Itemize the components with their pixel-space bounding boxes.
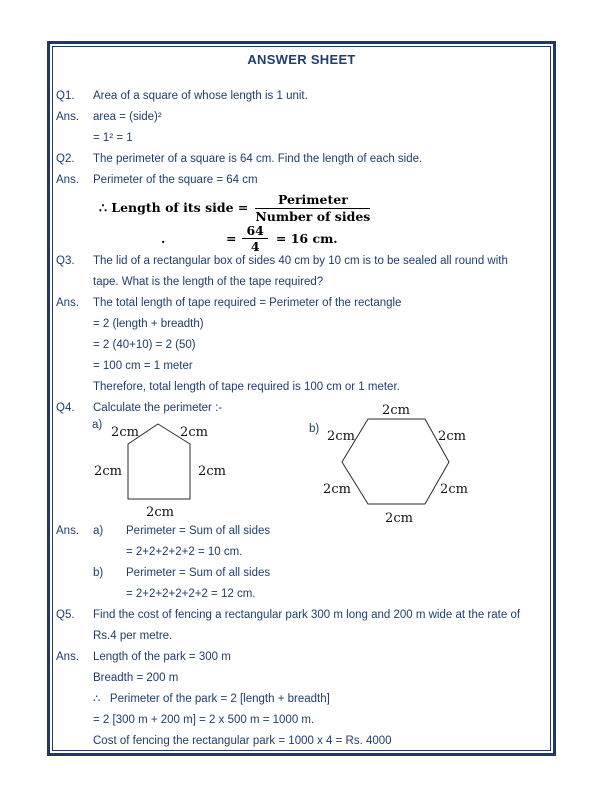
ans2-line: Perimeter of the square = 64 cm: [93, 174, 258, 186]
q3-row: [56, 251, 547, 293]
sheet-content: [56, 47, 547, 751]
ans2-row: [56, 170, 547, 254]
q5-question-line: Find the cost of fencing a rectangular park 300 m long and 200 m wide at the rate of: [93, 609, 521, 621]
q3-question-line: The lid of a rectangular box of sides 40 cm by 10 cm is to be sealed all round with: [93, 255, 508, 267]
pentagon-side-label: 2cm: [94, 464, 122, 479]
ans5-line: Cost of fencing the rectangular park = 1000 x 4 = Rs. 4000: [93, 735, 392, 747]
pentagon-side-label: 2cm: [146, 505, 174, 520]
q1-row: [56, 86, 547, 107]
formula-equals: =: [226, 230, 237, 246]
formula-therefore: ∴ Length of its side =: [99, 200, 249, 215]
pentagon-side-label: 2cm: [111, 425, 139, 440]
ans4-b-label: b): [93, 567, 104, 579]
ans5-line: = 2 [300 m + 200 m] = 2 x 500 m = 1000 m.: [93, 714, 315, 726]
q4-label: Q4.: [56, 402, 75, 414]
stray-dot: .: [161, 230, 166, 246]
fraction-denominator: Number of sides: [255, 208, 371, 224]
fraction-numerator: 64: [242, 224, 267, 239]
ans3-line: = 100 cm = 1 meter: [93, 360, 193, 372]
pentagon-side-label: 2cm: [180, 425, 208, 440]
fraction-denominator: 4: [250, 238, 260, 254]
ans3-row: [56, 293, 547, 398]
q1-question: Area of a square of whose length is 1 unit.: [93, 90, 308, 102]
q2-label: Q2.: [56, 153, 75, 165]
hexagon-side-label: 2cm: [438, 429, 466, 444]
ans2-formula: [99, 191, 547, 254]
q2-row: [56, 149, 547, 170]
page-border-outer: [47, 41, 556, 756]
ans3-line: Therefore, total length of tape required is 100 cm or 1 meter.: [93, 381, 400, 393]
hexagon-side-label: 2cm: [323, 482, 351, 497]
ans1-label: Ans.: [56, 111, 80, 123]
ans1-line: = 1² = 1: [93, 132, 133, 144]
q2-question: The perimeter of a square is 64 cm. Find the length of each side.: [93, 153, 423, 165]
ans4-b-line: Perimeter = Sum of all sides: [126, 567, 271, 579]
ans5-label: Ans.: [56, 651, 80, 663]
figures-canvas: [56, 403, 516, 553]
hexagon-side-label: 2cm: [327, 429, 355, 444]
ans4-label: Ans.: [56, 525, 80, 537]
ans3-line: = 2 (40+10) = 2 (50): [93, 339, 196, 351]
q5-label: Q5.: [56, 609, 75, 621]
ans4-a-line: Perimeter = Sum of all sides: [126, 525, 271, 537]
figure-a-label: a): [92, 419, 103, 431]
ans4-a-label: a): [93, 525, 104, 537]
ans3-line: The total length of tape required = Perimeter of the rectangle: [93, 297, 402, 309]
page-title: ANSWER SHEET: [247, 52, 356, 67]
q3-question-line: tape. What is the length of the tape required?: [93, 276, 324, 288]
formula-fraction-2: [242, 224, 267, 253]
q5-row: [56, 605, 547, 647]
ans1-line: area = (side)²: [93, 111, 162, 123]
q4-question: Calculate the perimeter :-: [93, 402, 223, 414]
ans4b-row: [56, 563, 547, 605]
hexagon-side-label: 2cm: [440, 482, 468, 497]
page-border-inner: [52, 46, 551, 751]
ans1-row: [56, 107, 547, 149]
ans5-line: ∴ Perimeter of the park = 2 [length + breadth]: [93, 693, 330, 705]
ans4-b-line: = 2+2+2+2+2+2 = 12 cm.: [126, 588, 256, 600]
ans2-label: Ans.: [56, 174, 80, 186]
pentagon-side-label: 2cm: [198, 464, 226, 479]
ans3-line: = 2 (length + breadth): [93, 318, 204, 330]
formula-result: = 16 cm.: [275, 230, 338, 246]
formula-fraction-1: [255, 193, 370, 224]
ans5-line: Length of the park = 300 m: [93, 651, 231, 663]
ans5-row: [56, 647, 547, 751]
hexagon-shape: [342, 419, 449, 504]
fraction-numerator: Perimeter: [255, 193, 370, 209]
ans4-a-line: = 2+2+2+2+2 = 10 cm.: [126, 546, 243, 558]
q1-label: Q1.: [56, 90, 75, 102]
q5-question-line: Rs.4 per metre.: [93, 630, 173, 642]
ans3-label: Ans.: [56, 297, 80, 309]
hexagon-side-label: 2cm: [385, 511, 413, 526]
ans5-line: Breadth = 200 m: [93, 672, 179, 684]
hexagon-side-label: 2cm: [382, 403, 410, 418]
figure-b-label: b): [309, 423, 320, 435]
q3-label: Q3.: [56, 255, 75, 267]
